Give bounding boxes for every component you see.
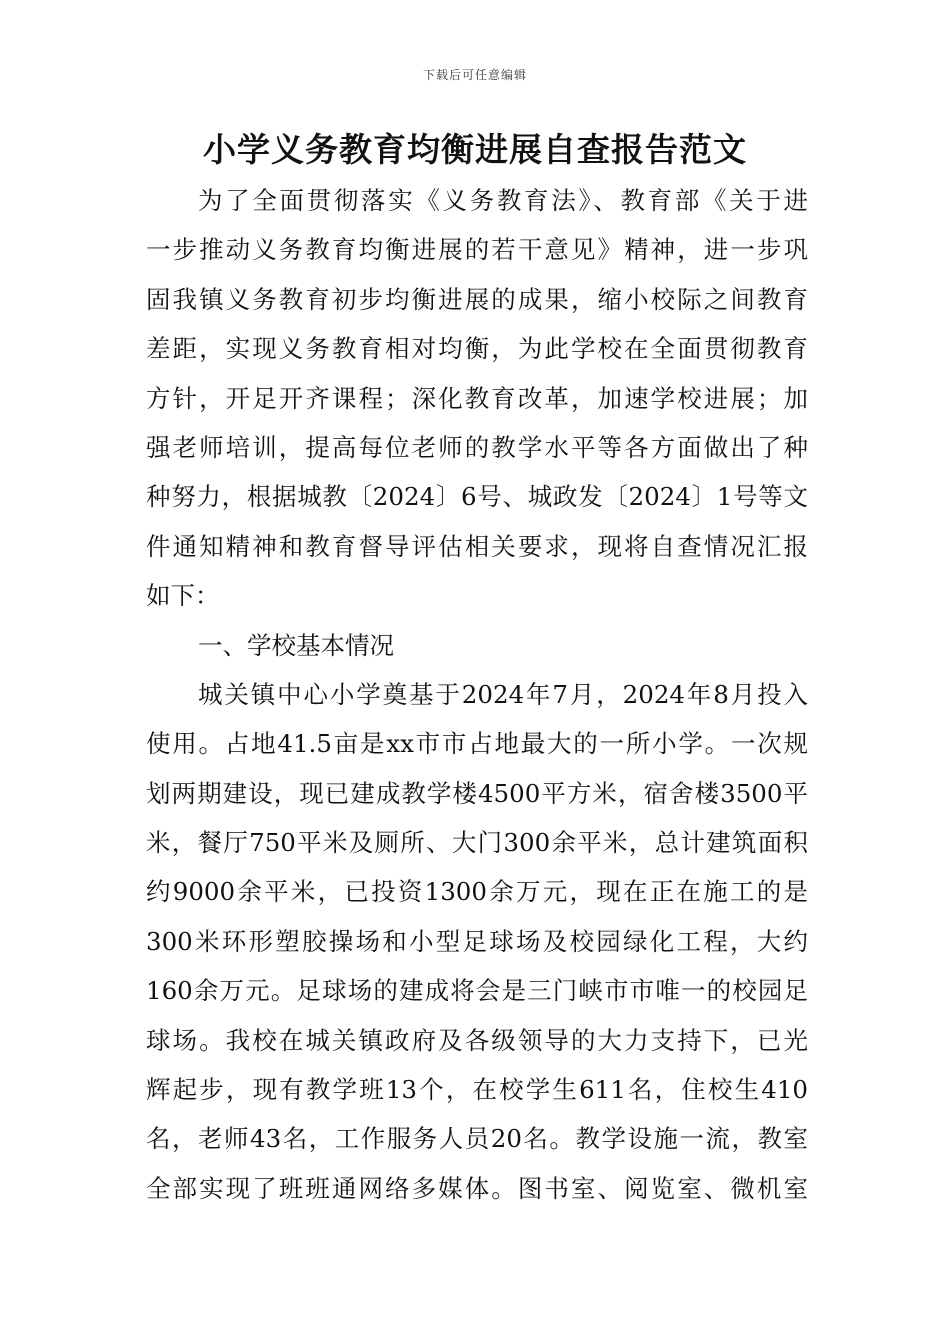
paragraph-line: 差距，实现义务教育相对均衡，为此学校在全面贯彻教育	[146, 334, 808, 364]
paragraph-line: 种努力，根据城教〔2024〕6号、城政发〔2024〕1号等文	[146, 482, 808, 512]
paragraph-line: 强老师培训，提高每位老师的教学水平等各方面做出了种	[146, 432, 808, 462]
paragraph-line: 如下：	[146, 581, 220, 611]
paragraph-line: 米，餐厅750平米及厕所、大门300余平米，总计建筑面积	[146, 828, 808, 858]
header-note: 下载后可任意编辑	[422, 68, 527, 82]
paragraph-line: 160余万元。足球场的建成将会是三门峡市市唯一的校园足	[146, 976, 808, 1006]
paragraph-line: 件通知精神和教育督导评估相关要求，现将自查情况汇报	[146, 531, 808, 561]
paragraph-line: 划两期建设，现已建成教学楼4500平方米，宿舍楼3500平	[146, 778, 808, 808]
paragraph-line: 名，老师43名，工作服务人员20名。教学设施一流，教室	[146, 1124, 808, 1154]
paragraph-line: 使用。占地41.5亩是xx市市占地最大的一所小学。一次规	[146, 729, 808, 759]
paragraph-line: 固我镇义务教育初步均衡进展的成果，缩小校际之间教育	[146, 284, 808, 314]
document-body	[146, 176, 808, 1213]
paragraph-line: 球场。我校在城关镇政府及各级领导的大力支持下，已光	[146, 1025, 808, 1055]
paragraph-line: 城关镇中心小学奠基于2024年7月，2024年8月投入	[198, 679, 808, 709]
paragraph-line: 为了全面贯彻落实《义务教育法》、教育部《关于进	[198, 186, 808, 215]
paragraph-line: 方针，开足开齐课程；深化教育改革，加速学校进展；加	[146, 383, 808, 413]
section-heading: 一、学校基本情况	[198, 630, 394, 660]
document-title: 小学义务教育均衡进展自查报告范文	[203, 130, 747, 169]
paragraph-line: 一步推动义务教育均衡进展的若干意见》精神，进一步巩	[146, 235, 808, 265]
paragraph-line: 约9000余平米，已投资1300余万元，现在正在施工的是	[146, 877, 808, 907]
paragraph-line: 全部实现了班班通网络多媒体。图书室、阅览室、微机室	[146, 1173, 808, 1203]
paragraph-line: 辉起步，现有教学班13个，在校学生611名，住校生410	[146, 1075, 808, 1105]
paragraph-line: 300米环形塑胶操场和小型足球场及校园绿化工程，大约	[146, 926, 808, 956]
